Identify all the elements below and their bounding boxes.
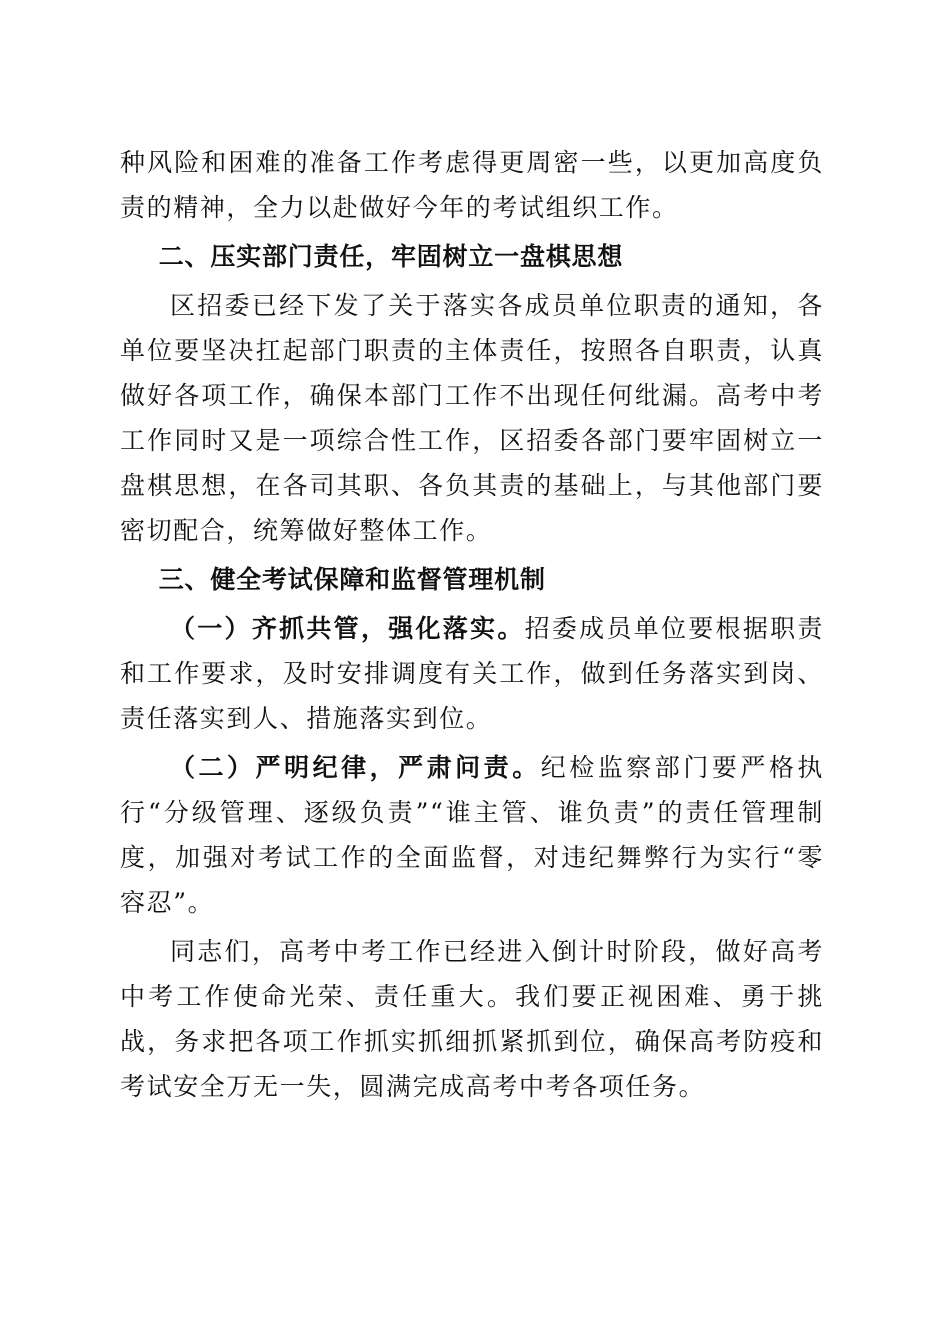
item-1-body: 招委成员单位要根据职责和工作要求，及时安排调度有关工作，做到任务落实到岗、责任落实到人、措施落实到位。 xyxy=(120,614,824,733)
closing-paragraph: 同志们，高考中考工作已经进入倒计时阶段，做好高考中考工作使命光荣、责任重大。我们要正视困难、勇于挑战，务求把各项工作抓实抓细抓紧抓到位，确保高考防疫和考试安全万无一失，圆满完成高考中考各项任务。 xyxy=(120,937,824,1101)
section-3-heading: 三、健全考试保障和监督管理机制 xyxy=(158,565,546,594)
section-2-paragraph: 区招委已经下发了关于落实各成员单位职责的通知，各单位要坚决扛起部门职责的主体责任，按照各自职责，认真做好各项工作，确保本部门工作不出现任何纰漏。高考中考工作同时又是一项综合性工作，区招委各部门要牢固树立一盘棋思想，在各司其职、各负其责的基础上，与其他部门要密切配合，统筹做好整体工作。 xyxy=(120,291,824,545)
section-2-heading: 二、压实部门责任，牢固树立一盘棋思想 xyxy=(158,242,624,271)
item-1-lead: （一）齐抓共管，强化落实。 xyxy=(170,614,525,643)
section-3-item-1 xyxy=(120,606,824,741)
section-3-item-2 xyxy=(120,745,824,925)
item-2-body: 纪检监察部门要严格执行“分级管理、逐级负责”“谁主管、谁负责”的责任管理制度，加强对考试工作的全面监督，对违纪舞弊行为实行“零容忍”。 xyxy=(120,753,824,917)
document-page xyxy=(120,140,824,1113)
item-2-lead: （二）严明纪律，严肃问责。 xyxy=(170,753,541,782)
continuation-paragraph: 种风险和困难的准备工作考虑得更周密一些，以更加高度负责的精神，全力以赴做好今年的考试组织工作。 xyxy=(120,148,824,222)
